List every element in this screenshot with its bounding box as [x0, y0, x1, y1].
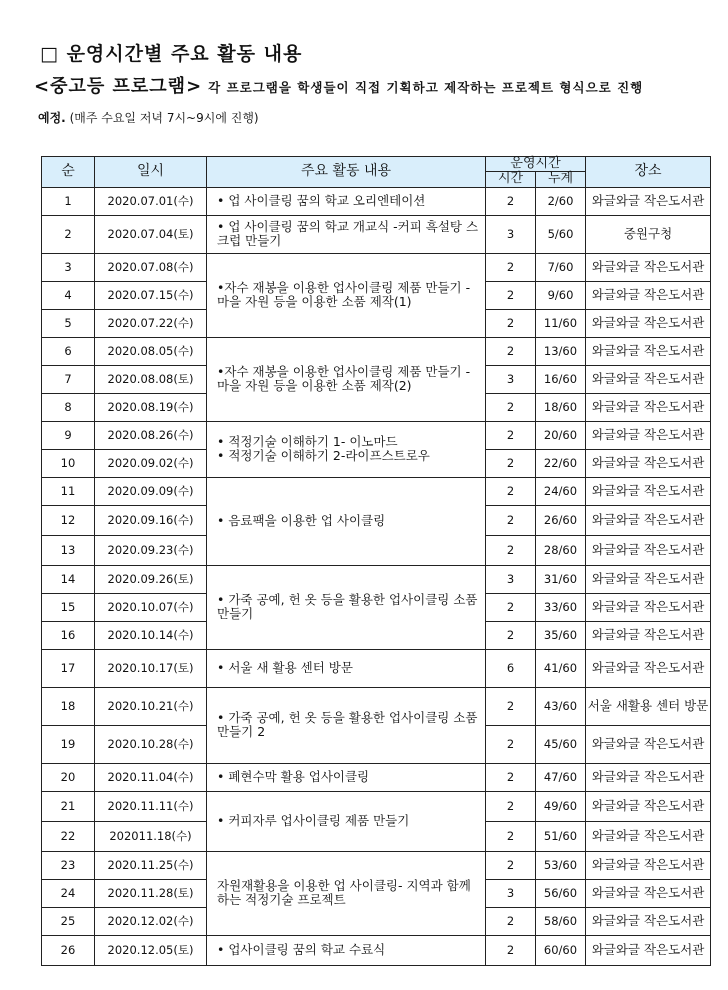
- cell-date: 2020.07.08(수): [95, 253, 207, 281]
- cell-cumulative: 28/60: [536, 535, 586, 565]
- cell-date: 2020.10.14(수): [95, 621, 207, 649]
- schedule-note: [38, 109, 259, 126]
- activity-line: • 적정기술 이해하기 1- 이노마드: [217, 433, 398, 449]
- cell-cumulative: 35/60: [536, 621, 586, 649]
- cell-no: 9: [42, 421, 95, 449]
- header-hours: 시간: [486, 171, 536, 187]
- cell-hours: 6: [486, 649, 536, 687]
- cell-activity: • 서울 새 활용 센터 방문: [207, 649, 486, 687]
- cell-no: 8: [42, 393, 95, 421]
- cell-activity: • 커피자루 업사이클링 제품 만들기: [207, 791, 486, 851]
- cell-date: 2020.11.25(수): [95, 851, 207, 879]
- program-heading: [34, 72, 643, 98]
- cell-cumulative: 13/60: [536, 337, 586, 365]
- cell-hours: 2: [486, 935, 536, 965]
- cell-date: 202011.18(수): [95, 821, 207, 851]
- cell-activity: • 가죽 공예, 헌 옷 등을 활용한 업사이클링 소품 만들기: [207, 565, 486, 649]
- cell-date: 2020.10.17(토): [95, 649, 207, 687]
- cell-cumulative: 45/60: [536, 725, 586, 763]
- cell-activity: • 가죽 공예, 헌 옷 등을 활용한 업사이클링 소품 만들기 2: [207, 687, 486, 763]
- cell-date: 2020.09.26(토): [95, 565, 207, 593]
- cell-place: 와글와글 작은도서관: [586, 365, 711, 393]
- cell-cumulative: 41/60: [536, 649, 586, 687]
- cell-place: 와글와글 작은도서관: [586, 477, 711, 505]
- cell-cumulative: 9/60: [536, 281, 586, 309]
- cell-no: 13: [42, 535, 95, 565]
- header-content: 주요 활동 내용: [207, 157, 486, 188]
- cell-hours: 2: [486, 791, 536, 821]
- cell-place: 와글와글 작은도서관: [586, 879, 711, 907]
- cell-place: 와글와글 작은도서관: [586, 187, 711, 215]
- cell-date: 2020.09.02(수): [95, 449, 207, 477]
- header-cumulative: 누계: [536, 171, 586, 187]
- cell-activity: • 업 사이클링 꿈의 학교 오리엔테이션: [207, 187, 486, 215]
- cell-place: 중원구청: [586, 215, 711, 253]
- schedule-table: [41, 156, 711, 966]
- cell-hours: 2: [486, 477, 536, 505]
- cell-date: 2020.10.21(수): [95, 687, 207, 725]
- cell-no: 16: [42, 621, 95, 649]
- cell-hours: 2: [486, 253, 536, 281]
- cell-no: 17: [42, 649, 95, 687]
- cell-hours: 2: [486, 187, 536, 215]
- cell-hours: 2: [486, 281, 536, 309]
- cell-no: 19: [42, 725, 95, 763]
- cell-place: 서울 새활용 센터 방문: [586, 687, 711, 725]
- cell-place: 와글와글 작은도서관: [586, 253, 711, 281]
- cell-date: 2020.12.05(토): [95, 935, 207, 965]
- cell-no: 24: [42, 879, 95, 907]
- cell-date: 2020.09.09(수): [95, 477, 207, 505]
- cell-hours: 2: [486, 421, 536, 449]
- cell-no: 6: [42, 337, 95, 365]
- cell-cumulative: 53/60: [536, 851, 586, 879]
- cell-no: 10: [42, 449, 95, 477]
- cell-no: 25: [42, 907, 95, 935]
- cell-activity: • 음료팩을 이용한 업 사이클링: [207, 477, 486, 565]
- header-op-time: 운영시간: [486, 157, 586, 172]
- cell-place: 와글와글 작은도서관: [586, 593, 711, 621]
- cell-place: 와글와글 작은도서관: [586, 535, 711, 565]
- cell-hours: 2: [486, 309, 536, 337]
- cell-date: 2020.08.08(토): [95, 365, 207, 393]
- cell-hours: 3: [486, 365, 536, 393]
- cell-hours: 2: [486, 337, 536, 365]
- cell-hours: 2: [486, 593, 536, 621]
- cell-no: 18: [42, 687, 95, 725]
- cell-no: 3: [42, 253, 95, 281]
- cell-no: 2: [42, 215, 95, 253]
- cell-place: 와글와글 작은도서관: [586, 421, 711, 449]
- cell-cumulative: 24/60: [536, 477, 586, 505]
- cell-cumulative: 2/60: [536, 187, 586, 215]
- cell-no: 20: [42, 763, 95, 791]
- cell-place: 와글와글 작은도서관: [586, 763, 711, 791]
- cell-cumulative: 11/60: [536, 309, 586, 337]
- note-text: (매주 수요일 저녁 7시~9시에 진행): [65, 111, 259, 125]
- cell-date: 2020.11.28(토): [95, 879, 207, 907]
- cell-no: 23: [42, 851, 95, 879]
- header-no: 순: [42, 157, 95, 188]
- cell-date: 2020.07.01(수): [95, 187, 207, 215]
- cell-no: 14: [42, 565, 95, 593]
- cell-cumulative: 56/60: [536, 879, 586, 907]
- cell-cumulative: 20/60: [536, 421, 586, 449]
- note-bold: 예정.: [38, 111, 66, 125]
- header-date: 일시: [95, 157, 207, 188]
- cell-cumulative: 47/60: [536, 763, 586, 791]
- cell-cumulative: 60/60: [536, 935, 586, 965]
- cell-hours: 2: [486, 763, 536, 791]
- cell-no: 12: [42, 505, 95, 535]
- cell-place: 와글와글 작은도서관: [586, 725, 711, 763]
- cell-date: 2020.10.07(수): [95, 593, 207, 621]
- cell-date: 2020.11.04(수): [95, 763, 207, 791]
- cell-place: 와글와글 작은도서관: [586, 649, 711, 687]
- cell-date: 2020.09.23(수): [95, 535, 207, 565]
- cell-place: 와글와글 작은도서관: [586, 791, 711, 821]
- cell-hours: 3: [486, 879, 536, 907]
- cell-place: 와글와글 작은도서관: [586, 907, 711, 935]
- cell-cumulative: 22/60: [536, 449, 586, 477]
- cell-date: 2020.10.28(수): [95, 725, 207, 763]
- cell-activity: •자수 재봉을 이용한 업사이클링 제품 만들기 - 마을 자원 등을 이용한 소품 제작(2): [207, 337, 486, 421]
- cell-place: 와글와글 작은도서관: [586, 565, 711, 593]
- cell-place: 와글와글 작은도서관: [586, 449, 711, 477]
- cell-no: 11: [42, 477, 95, 505]
- cell-activity: 자원재활용을 이용한 업 사이클링- 지역과 함께 하는 적정기술 프로젝트: [207, 851, 486, 935]
- cell-activity: • 폐현수막 활용 업사이클링: [207, 763, 486, 791]
- cell-place: 와글와글 작은도서관: [586, 621, 711, 649]
- activity-line: • 적정기술 이해하기 2-라이프스트로우: [217, 448, 430, 464]
- cell-cumulative: 49/60: [536, 791, 586, 821]
- cell-no: 7: [42, 365, 95, 393]
- cell-no: 26: [42, 935, 95, 965]
- cell-place: 와글와글 작은도서관: [586, 505, 711, 535]
- cell-date: 2020.07.04(토): [95, 215, 207, 253]
- header-place: 장소: [586, 157, 711, 188]
- cell-hours: 2: [486, 725, 536, 763]
- cell-date: 2020.11.11(수): [95, 791, 207, 821]
- cell-hours: 2: [486, 851, 536, 879]
- cell-date: 2020.08.26(수): [95, 421, 207, 449]
- cell-place: 와글와글 작은도서관: [586, 281, 711, 309]
- cell-place: 와글와글 작은도서관: [586, 821, 711, 851]
- cell-hours: 2: [486, 393, 536, 421]
- cell-hours: 2: [486, 907, 536, 935]
- cell-hours: 3: [486, 565, 536, 593]
- cell-hours: 3: [486, 215, 536, 253]
- page-title: □ 운영시간별 주요 활동 내용: [40, 43, 303, 65]
- cell-activity: • 업 사이클링 꿈의 학교 개교식 -커피 흑설탕 스크럽 만들기: [207, 215, 486, 253]
- cell-date: 2020.09.16(수): [95, 505, 207, 535]
- cell-hours: 2: [486, 505, 536, 535]
- cell-place: 와글와글 작은도서관: [586, 309, 711, 337]
- cell-cumulative: 33/60: [536, 593, 586, 621]
- cell-date: 2020.07.15(수): [95, 281, 207, 309]
- cell-date: 2020.08.19(수): [95, 393, 207, 421]
- program-description: 각 프로그램을 학생들이 직접 기획하고 제작하는 프로젝트 형식으로 진행: [208, 80, 644, 95]
- cell-no: 1: [42, 187, 95, 215]
- cell-cumulative: 16/60: [536, 365, 586, 393]
- cell-hours: 2: [486, 687, 536, 725]
- cell-no: 22: [42, 821, 95, 851]
- cell-date: 2020.08.05(수): [95, 337, 207, 365]
- cell-cumulative: 5/60: [536, 215, 586, 253]
- cell-no: 5: [42, 309, 95, 337]
- cell-cumulative: 31/60: [536, 565, 586, 593]
- cell-hours: 2: [486, 535, 536, 565]
- program-name: <중고등 프로그램>: [34, 76, 203, 97]
- cell-activity: [207, 421, 486, 477]
- cell-no: 15: [42, 593, 95, 621]
- cell-cumulative: 58/60: [536, 907, 586, 935]
- cell-hours: 2: [486, 449, 536, 477]
- cell-place: 와글와글 작은도서관: [586, 393, 711, 421]
- cell-hours: 2: [486, 821, 536, 851]
- cell-no: 4: [42, 281, 95, 309]
- cell-date: 2020.07.22(수): [95, 309, 207, 337]
- cell-cumulative: 43/60: [536, 687, 586, 725]
- cell-hours: 2: [486, 621, 536, 649]
- cell-cumulative: 18/60: [536, 393, 586, 421]
- cell-cumulative: 7/60: [536, 253, 586, 281]
- cell-cumulative: 26/60: [536, 505, 586, 535]
- cell-date: 2020.12.02(수): [95, 907, 207, 935]
- cell-activity: •자수 재봉을 이용한 업사이클링 제품 만들기 - 마을 자원 등을 이용한 소품 제작(1): [207, 253, 486, 337]
- cell-no: 21: [42, 791, 95, 821]
- cell-place: 와글와글 작은도서관: [586, 935, 711, 965]
- cell-activity: • 업사이클링 꿈의 학교 수료식: [207, 935, 486, 965]
- cell-place: 와글와글 작은도서관: [586, 337, 711, 365]
- cell-cumulative: 51/60: [536, 821, 586, 851]
- cell-place: 와글와글 작은도서관: [586, 851, 711, 879]
